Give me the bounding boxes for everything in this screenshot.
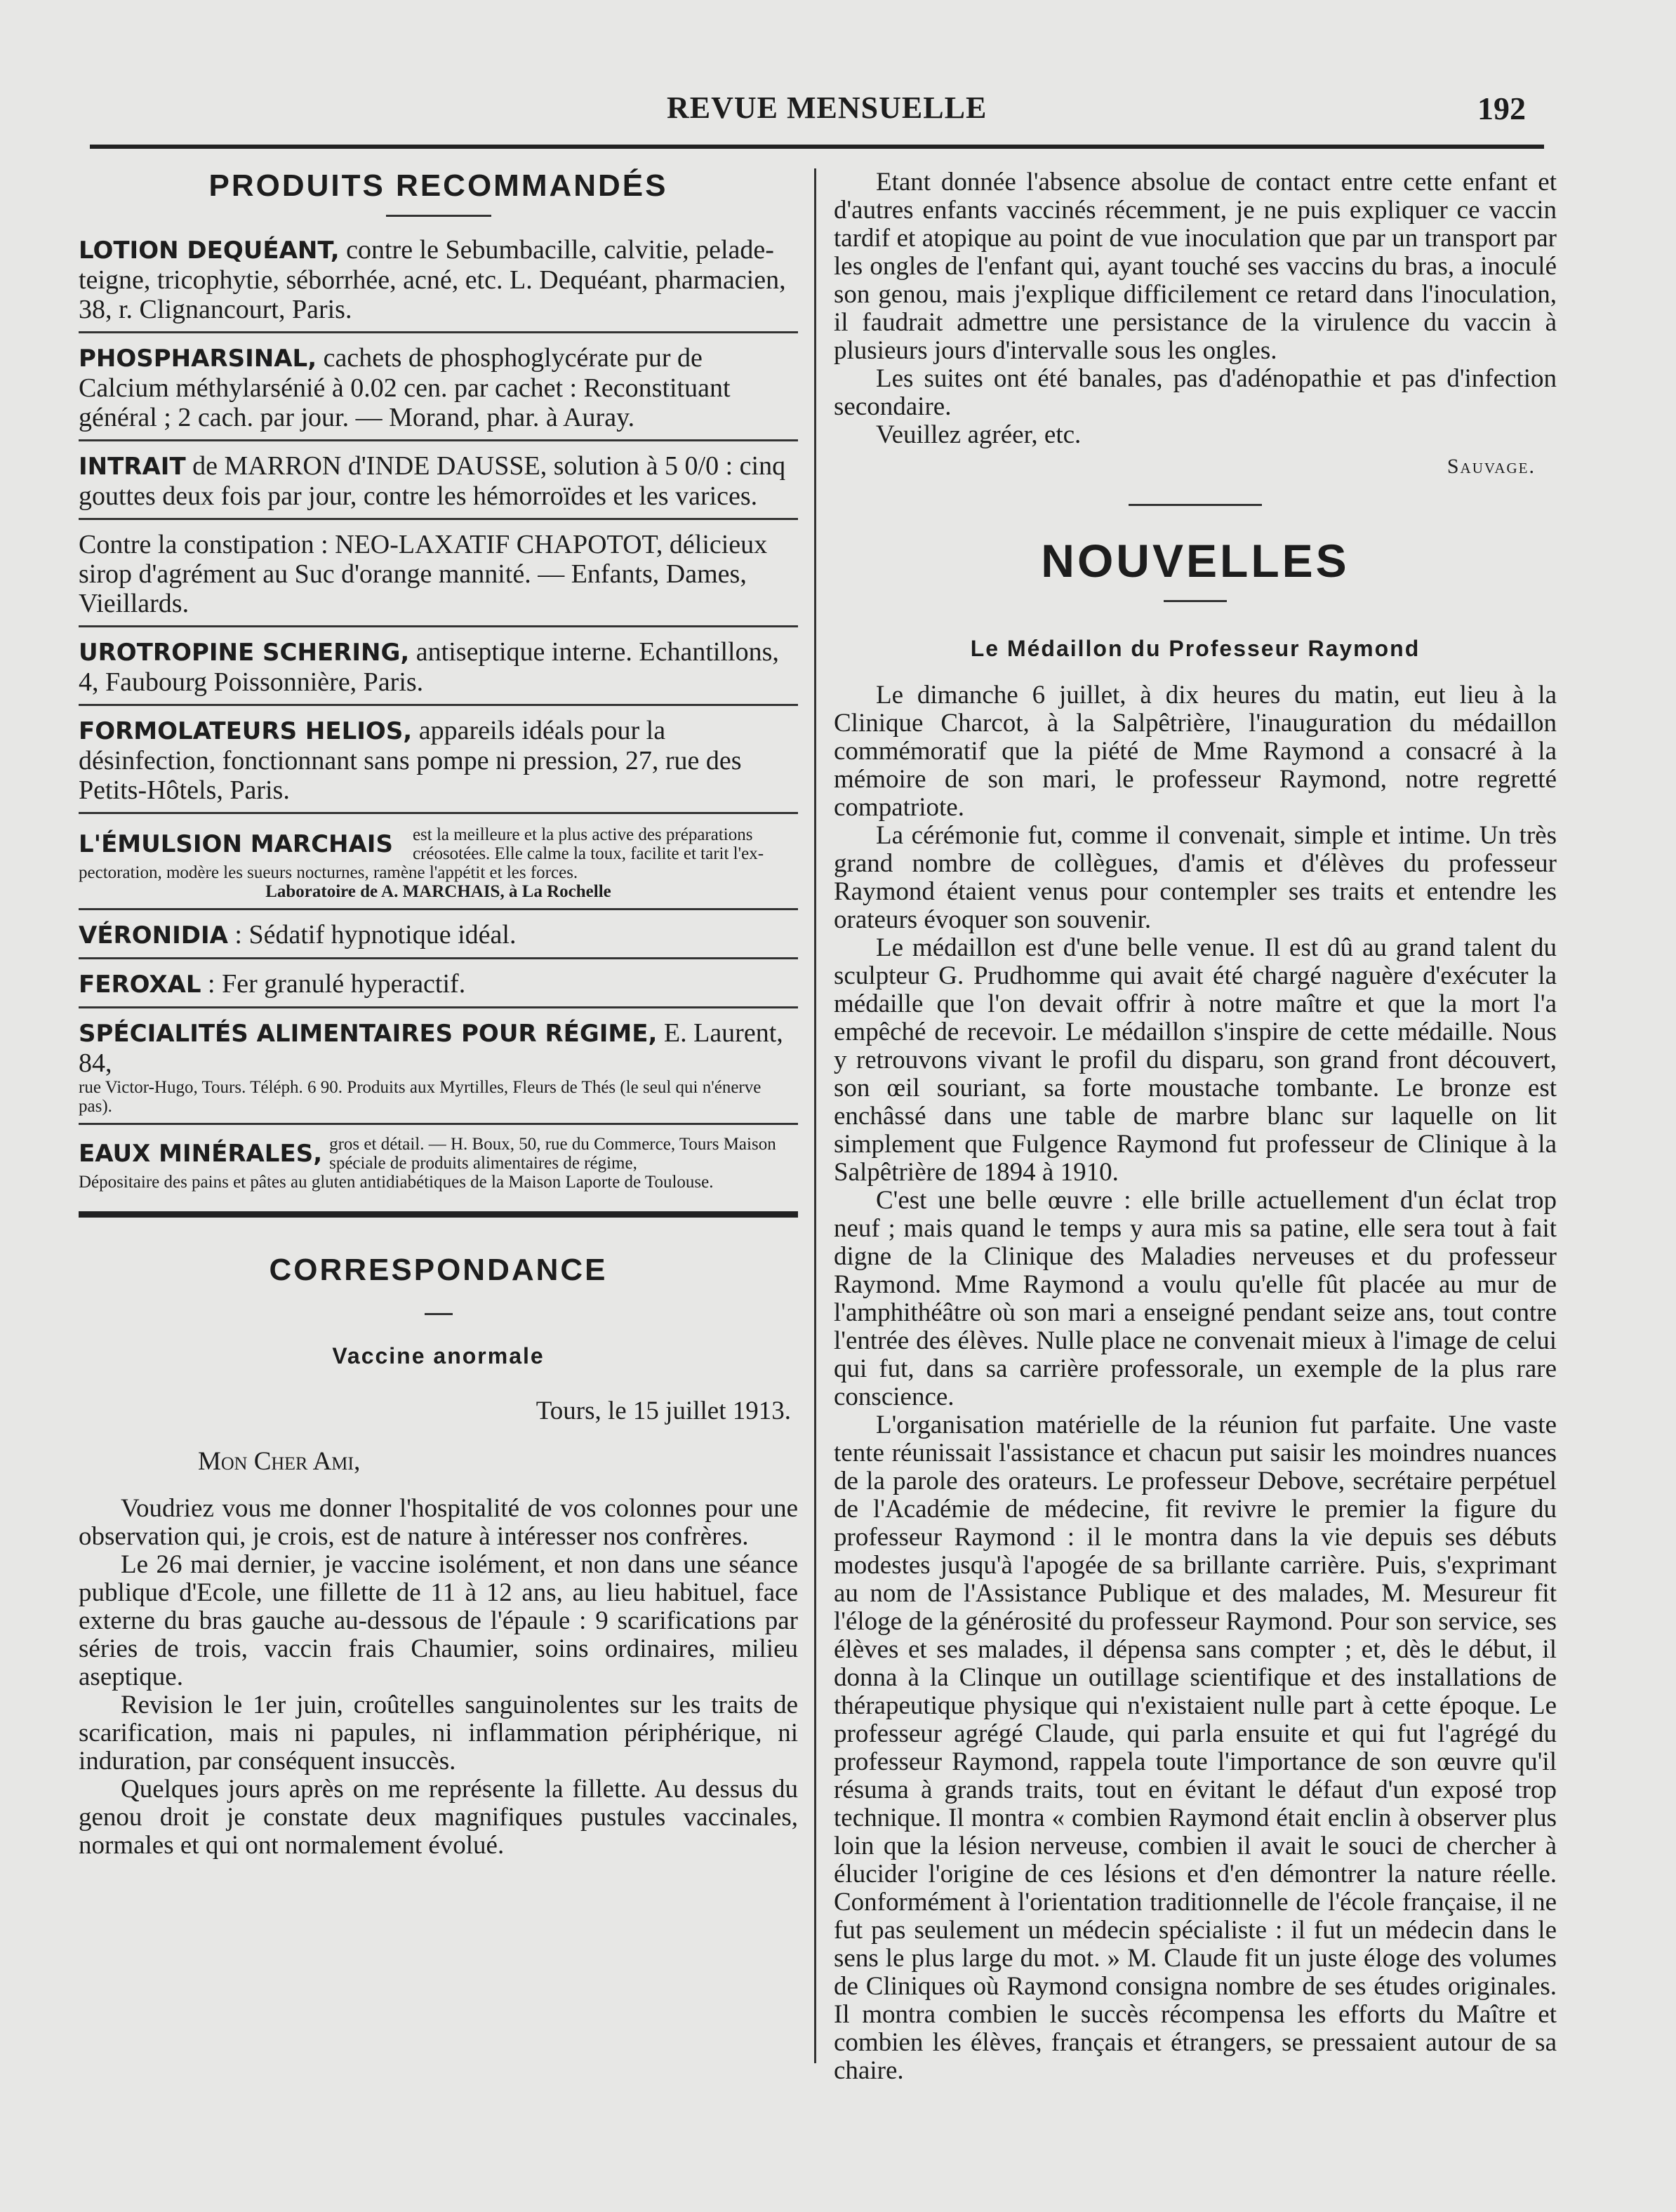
ad-intrait-marron <box>79 441 798 518</box>
ad-text: Contre la constipation : NEO-LAXATIF CHAPOTOT, délicieux sirop d'agrément au Suc d'orange mannité. — Enfants, Dames, Vieillards. <box>79 530 768 618</box>
ad-text: pectoration, modère les sueurs nocturnes, ramène l'appétit et les forces. <box>79 863 578 882</box>
letter-paragraph: Quelques jours après on me représente la fillette. Au dessus du genou droit je constate deux magnifiques pustules vaccinales, normales et qui ont normalement évolué. <box>79 1775 798 1860</box>
letter-closing: Veuillez agréer, etc. <box>876 420 1082 449</box>
news-paragraph: L'organisation matérielle de la réunion fut parfaite. Une vaste tente réunissait l'assistance et chacun put saisir les moindres nuances de la parole des orateurs. Le professeur Debove, secrétaire perpétuel de l'Académie de médecine, fit revivre le premier la figure du professeur Raymond : il le montra dans la vie depuis ses débuts modestes jusqu'à l'apogée de sa brillante carrière. Puis, s'exprimant au nom de l'Assistance Publique et des malades, M. Mesureur fit l'éloge de la générosité du professeur Raymond. Pour son service, ses élèves et ses malades, il dépensa sans compter ; et, dès le début, il donna à la Clinque un outillage scientifique et des installations de thérapeutique physique qui n'existaient nulle part à cette époque. Le professeur agrégé Claude, qui parla ensuite et qui fut l'agrégé du professeur Raymond, rappela toute l'importance de son œuvre qu'il résuma à grands traits, tout en évitant le défaut d'un exposé trop technique. Il montra « combien Raymond était enclin à observer plus loin que la lésion nerveuse, combien il avait le souci de chercher à élucider l'origine de ces lésions et d'en démontrer la nature réelle. Conformément à l'orientation traditionnelle de l'école française, il ne fut pas seulement un médecin spécialiste : il fut un médecin dans le sens le plus large du mot. » M. Claude fit un juste éloge des volumes de Cliniques où Raymond consigna nombre de ses études originales. Il montra combien le succès récompensa les efforts du Maître et combien les élèves, français et étrangers, se pressaient autour de sa chaire. <box>834 1411 1557 2085</box>
salutation: Mon Cher Ami, <box>198 1447 361 1476</box>
correspondance-title: CORRESPONDANCE <box>269 1253 608 1287</box>
ad-neo-laxatif <box>79 520 798 625</box>
ad-brand: EAUX MINÉRALES, <box>79 1140 323 1168</box>
ad-side-text: gros et détail. — H. Boux, 50, rue du Commerce, Tours Maison spéciale de produits alimentaires de régime, <box>329 1135 776 1173</box>
page-number: 192 <box>1477 91 1526 126</box>
letter-paragraph: Le 26 mai dernier, je vaccine isolément, et non dans une séance publique d'Ecole, une fillette de 11 à 12 ans, au lieu habituel, face externe du bras gauche au-dessous de l'épaule : 9 scarifications par séries de trois, vaccin frais Chaumier, soins ordinaires, milieu aseptique. <box>79 1550 798 1691</box>
ad-specialites <box>79 1008 798 1123</box>
news-paragraph: La cérémonie fut, comme il convenait, simple et intime. Un très grand nombre de collègues, d'amis et d'élèves du professeur Raymond étaient venus pour contempler ses traits et entendre les orateurs évoquer son souvenir. <box>834 821 1557 934</box>
ad-veronidia <box>79 910 798 957</box>
ad-urotropine <box>79 627 798 704</box>
news-paragraph: C'est une belle œuvre : elle brille actuellement d'un éclat trop neuf ; mais quand le temps y aura mis sa patine, elle sera tout à fait digne de la Clinique des Maladies nerveuses et du professeur Raymond. Mme Raymond a voulu qu'elle fût placée au mur de l'amphithéâtre où son mari a enseigné pendant seize ans, tout contre l'entrée des élèves. Nulle place ne convenait mieux à l'image de celui qui fut, dans sa carrière professorale, un exemple de la plus rare conscience. <box>834 1186 1557 1411</box>
title-rule <box>1164 600 1227 602</box>
ad-text: appareils idéals pour la désinfection, fonctionnant sans pompe ni pression, 27, rue des Petits-Hôtels, Paris. <box>79 716 742 805</box>
nouvelles-title: NOUVELLES <box>1041 535 1350 587</box>
nouvelles-subtitle: Le Médaillon du Professeur Raymond <box>970 636 1421 661</box>
ad-brand: FEROXAL <box>79 971 201 999</box>
letter-paragraph: Revision le 1er juin, croûtelles sanguinolentes sur les traits de scarification, mais ni papules, ni inflammation périphérique, ni induration, par conséquent insuccès. <box>79 1691 798 1775</box>
ad-brand: VÉRONIDIA <box>79 921 228 950</box>
ad-phospharsinal <box>79 333 798 439</box>
left-column <box>79 168 798 1860</box>
signature: Sauvage. <box>1446 455 1536 478</box>
produits-title: PRODUITS RECOMMANDÉS <box>208 168 668 203</box>
correspondance-subtitle: Vaccine anormale <box>332 1343 545 1368</box>
ad-laboratory: Laboratoire de A. MARCHAIS, à La Rochelle <box>265 882 611 901</box>
ad-text: : Fer granulé hyperactif. <box>201 969 466 999</box>
ad-text: : Sédatif hypnotique idéal. <box>227 920 517 950</box>
ad-text: antiseptique interne. Echantillons, 4, Faubourg Poissonnière, Paris. <box>79 637 779 697</box>
ad-text: E. Laurent, 84, <box>79 1018 783 1078</box>
ad-formolateurs <box>79 706 798 812</box>
ad-brand: L'ÉMULSION MARCHAIS <box>79 830 393 858</box>
news-paragraph: Le médaillon est d'une belle venue. Il est dû au grand talent du sculpteur G. Prudhomme qui avait été chargé naguère d'exécuter la médaille que l'on devait offrir à notre maître et que la mort l'a empêché de recevoir. Le médaillon s'inspire de cette médaille. Nous y retrouvons vivant le profil du disparu, son grand front découvert, son œil souriant, sa forte moustache tombante. Le bronze est enchâssé dans une table de marbre blanc sur laquelle on lit simplement que Fulgence Raymond fut professeur de Clinique à la Salpêtrière de 1894 à 1910. <box>834 933 1557 1187</box>
title-rule <box>425 1313 453 1315</box>
title-rule <box>386 215 491 217</box>
ad-brand: SPÉCIALITÉS ALIMENTAIRES POUR RÉGIME, <box>79 1020 658 1048</box>
column-divider <box>814 168 816 2063</box>
ad-feroxal <box>79 959 798 1006</box>
ad-brand: UROTROPINE SCHERING, <box>79 639 410 667</box>
ad-text: contre le Sebumbacille, calvitie, pelade-teigne, tricophytie, séborrhée, acné, etc. L. Dequéant, pharmacien, 38, r. Clignancourt, Paris. <box>79 235 786 324</box>
ad-brand: LOTION DEQUÉANT, <box>79 236 340 265</box>
ad-emulsion-marchais <box>79 814 798 908</box>
ad-small-text: rue Victor-Hugo, Tours. Téléph. 6 90. Produits aux Myrtilles, Fleurs de Thés (le seul qui n'énerve pas). <box>79 1078 761 1116</box>
ad-text: Dépositaire des pains et pâtes au gluten antidiabétiques de la Maison Laporte de Toulouse. <box>79 1173 714 1192</box>
letter-paragraph: Voudriez vous me donner l'hospitalité de vos colonnes pour une observation qui, je crois, est de nature à intéresser nos confrères. <box>79 1494 798 1551</box>
ad-eaux-minerales <box>79 1125 798 1199</box>
section-separator <box>1129 504 1262 506</box>
emulsion-head <box>79 825 798 863</box>
running-title: REVUE MENSUELLE <box>667 91 987 125</box>
ad-brand: INTRAIT <box>79 453 186 481</box>
ad-text: de MARRON d'INDE DAUSSE, solution à 5 0/0 : cinq gouttes deux fois par jour, contre les hémorroïdes et les varices. <box>79 451 786 511</box>
ad-text: cachets de phosphoglycérate pur de Calcium méthylarsénié à 0.02 cen. par cachet : Reconstituant général ; 2 cach. par jour. — Morand, phar. à Auray. <box>79 343 731 432</box>
ad-lotion-dequeant <box>79 221 798 331</box>
ad-brand: PHOSPHARSINAL, <box>79 345 317 373</box>
eaux-head <box>79 1135 798 1173</box>
section-end-rule <box>79 1211 798 1218</box>
ad-side-text: est la meilleure et la plus active des préparations créosotées. Elle calme la toux, facilite et tarit l'ex- <box>412 825 764 863</box>
header-rule <box>90 145 1544 149</box>
dateline: Tours, le 15 juillet 1913. <box>536 1397 791 1425</box>
letter-paragraph: Les suites ont été banales, pas d'adénopathie et pas d'infection secondaire. <box>834 364 1557 421</box>
ad-brand: FORMOLATEURS HELIOS, <box>79 717 413 745</box>
news-paragraph: Le dimanche 6 juillet, à dix heures du matin, eut lieu à la Clinique Charcot, à la Salpêtrière, l'inauguration du médaillon commémoratif que la piété de Mme Raymond a consacré à la mémoire de son mari, le professeur Raymond, notre regretté compatriote. <box>834 681 1557 822</box>
letter-paragraph: Etant donnée l'absence absolue de contact entre cette enfant et d'autres enfants vaccinés récemment, je ne puis expliquer ce vaccin tardif et atopique au point de vue inoculation que par un transport par les ongles de l'enfant qui, ayant touché ses vaccins du bras, a inoculé son genou, mais j'explique difficilement ce retard dans l'inoculation, il faudrait admettre une persistance de la virulence du vaccin à plusieurs jours d'intervalle sous les ongles. <box>834 168 1557 365</box>
right-column <box>834 168 1557 2085</box>
